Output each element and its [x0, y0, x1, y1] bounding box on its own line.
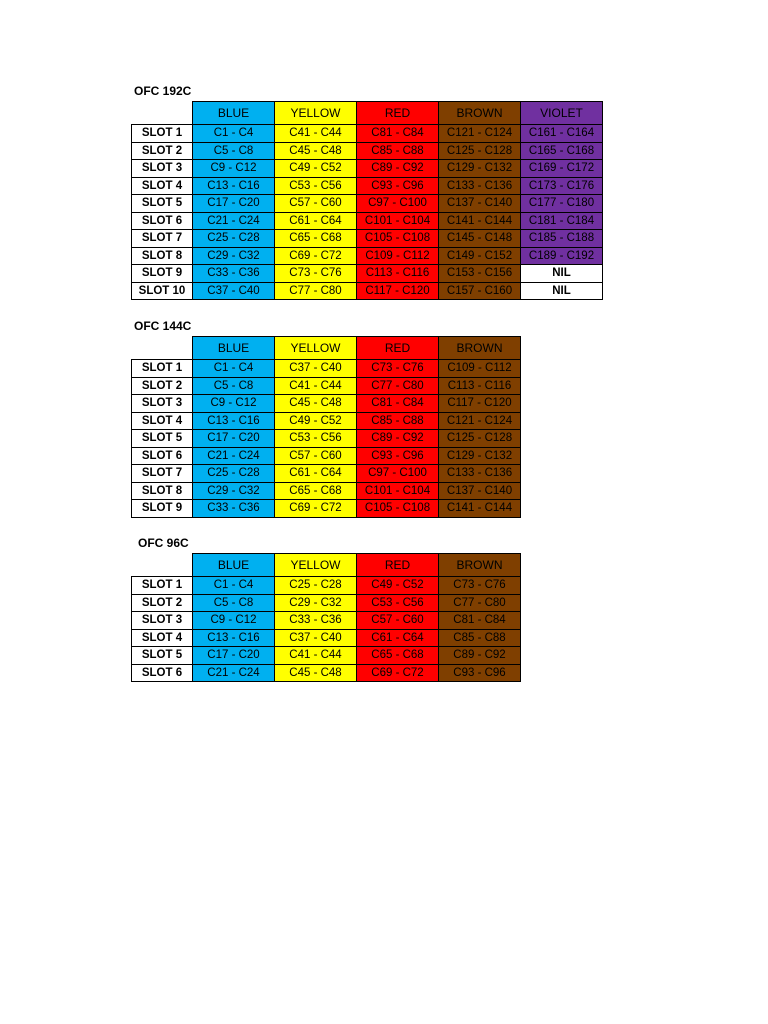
- table-row: [132, 465, 521, 483]
- table-cell: C77 - C80: [439, 594, 521, 612]
- table-cell: C1 - C4: [193, 360, 275, 378]
- table-cell: C49 - C52: [275, 412, 357, 430]
- table-row: [132, 360, 521, 378]
- table-row: [132, 447, 521, 465]
- table-cell: C33 - C36: [193, 265, 275, 283]
- table-cell: C117 - C120: [357, 282, 439, 300]
- table-cell: C165 - C168: [521, 142, 603, 160]
- slot-label: SLOT 3: [132, 612, 193, 630]
- table-cell: C21 - C24: [193, 212, 275, 230]
- table-title: OFC 192C: [134, 84, 192, 98]
- table-cell: C81 - C84: [357, 395, 439, 413]
- table-cell: C73 - C76: [439, 577, 521, 595]
- table-cell: C13 - C16: [193, 629, 275, 647]
- slot-label: SLOT 5: [132, 195, 193, 213]
- table-cell: C33 - C36: [275, 612, 357, 630]
- table-cell: C137 - C140: [439, 195, 521, 213]
- slot-label: SLOT 3: [132, 395, 193, 413]
- table-cell: C13 - C16: [193, 412, 275, 430]
- table-cell: C177 - C180: [521, 195, 603, 213]
- table-cell: C69 - C72: [357, 664, 439, 682]
- slot-label: SLOT 3: [132, 160, 193, 178]
- table-cell: C73 - C76: [275, 265, 357, 283]
- table-cell: C5 - C8: [193, 377, 275, 395]
- slot-label: SLOT 9: [132, 500, 193, 518]
- table-cell: C149 - C152: [439, 247, 521, 265]
- table-cell: C137 - C140: [439, 482, 521, 500]
- table-cell: C41 - C44: [275, 647, 357, 665]
- table-cell: C29 - C32: [275, 594, 357, 612]
- table-cell: C109 - C112: [439, 360, 521, 378]
- header-corner: [132, 337, 193, 360]
- table-cell: C125 - C128: [439, 142, 521, 160]
- table-cell: C157 - C160: [439, 282, 521, 300]
- table-row: [132, 647, 521, 665]
- table-cell: C61 - C64: [357, 629, 439, 647]
- table-cell: C25 - C28: [275, 577, 357, 595]
- column-header-blue: BLUE: [193, 102, 275, 125]
- table-cell: C57 - C60: [357, 612, 439, 630]
- table-cell: C17 - C20: [193, 195, 275, 213]
- table-cell: C117 - C120: [439, 395, 521, 413]
- column-header-yellow: YELLOW: [275, 102, 357, 125]
- table-row: [132, 230, 603, 248]
- table-cell: C65 - C68: [357, 647, 439, 665]
- slot-label: SLOT 1: [132, 577, 193, 595]
- table-row: [132, 482, 521, 500]
- table-cell: C105 - C108: [357, 500, 439, 518]
- column-header-yellow: YELLOW: [275, 554, 357, 577]
- table-cell: C37 - C40: [275, 360, 357, 378]
- table-row: [132, 142, 603, 160]
- table-row: [132, 612, 521, 630]
- slot-label: SLOT 8: [132, 482, 193, 500]
- table-row: [132, 282, 603, 300]
- table-row: [132, 160, 603, 178]
- table-row: [132, 247, 603, 265]
- table-cell: C133 - C136: [439, 177, 521, 195]
- slot-label: SLOT 7: [132, 230, 193, 248]
- slot-label: SLOT 8: [132, 247, 193, 265]
- table-cell: C49 - C52: [357, 577, 439, 595]
- column-header-brown: BROWN: [439, 337, 521, 360]
- table-cell: C57 - C60: [275, 195, 357, 213]
- table-cell: C93 - C96: [439, 664, 521, 682]
- column-header-yellow: YELLOW: [275, 337, 357, 360]
- table-cell: C9 - C12: [193, 160, 275, 178]
- table-cell: C89 - C92: [439, 647, 521, 665]
- table-row: [132, 177, 603, 195]
- table-cell: C5 - C8: [193, 142, 275, 160]
- column-header-brown: BROWN: [439, 554, 521, 577]
- table-cell: C93 - C96: [357, 177, 439, 195]
- table-row: [132, 629, 521, 647]
- table-cell: C129 - C132: [439, 160, 521, 178]
- column-header-blue: BLUE: [193, 337, 275, 360]
- table-cell: C9 - C12: [193, 612, 275, 630]
- table-cell: NIL: [521, 282, 603, 300]
- slot-label: SLOT 9: [132, 265, 193, 283]
- table-cell: C45 - C48: [275, 664, 357, 682]
- table-cell: C61 - C64: [275, 212, 357, 230]
- header-row: [132, 337, 521, 360]
- table-cell: C53 - C56: [275, 430, 357, 448]
- table-cell: C173 - C176: [521, 177, 603, 195]
- table-row: [132, 125, 603, 143]
- table-cell: C185 - C188: [521, 230, 603, 248]
- table-cell: C41 - C44: [275, 125, 357, 143]
- slot-label: SLOT 6: [132, 664, 193, 682]
- table-cell: C45 - C48: [275, 395, 357, 413]
- table-cell: C53 - C56: [357, 594, 439, 612]
- table-title: OFC 96C: [138, 536, 189, 550]
- header-corner: [132, 554, 193, 577]
- table-cell: C109 - C112: [357, 247, 439, 265]
- table-cell: C121 - C124: [439, 412, 521, 430]
- table-row: [132, 500, 521, 518]
- slot-label: SLOT 10: [132, 282, 193, 300]
- table-row: [132, 265, 603, 283]
- table-cell: C181 - C184: [521, 212, 603, 230]
- table-row: [132, 212, 603, 230]
- table-cell: C77 - C80: [275, 282, 357, 300]
- table-cell: C141 - C144: [439, 500, 521, 518]
- table-cell: C53 - C56: [275, 177, 357, 195]
- table-cell: C141 - C144: [439, 212, 521, 230]
- table-row: [132, 395, 521, 413]
- table-cell: C169 - C172: [521, 160, 603, 178]
- table-cell: NIL: [521, 265, 603, 283]
- table-cell: C85 - C88: [357, 412, 439, 430]
- table-cell: C73 - C76: [357, 360, 439, 378]
- column-header-red: RED: [357, 337, 439, 360]
- header-corner: [132, 102, 193, 125]
- table-cell: C113 - C116: [439, 377, 521, 395]
- table-cell: C13 - C16: [193, 177, 275, 195]
- slot-label: SLOT 2: [132, 594, 193, 612]
- table-cell: C125 - C128: [439, 430, 521, 448]
- slot-label: SLOT 1: [132, 360, 193, 378]
- slot-label: SLOT 4: [132, 177, 193, 195]
- slot-label: SLOT 2: [132, 377, 193, 395]
- table-row: [132, 412, 521, 430]
- slot-label: SLOT 4: [132, 412, 193, 430]
- ofc-192c-table: [131, 101, 603, 300]
- table-cell: C121 - C124: [439, 125, 521, 143]
- table-row: [132, 594, 521, 612]
- table-cell: C45 - C48: [275, 142, 357, 160]
- table-cell: C29 - C32: [193, 482, 275, 500]
- table-row: [132, 195, 603, 213]
- table-cell: C25 - C28: [193, 230, 275, 248]
- column-header-blue: BLUE: [193, 554, 275, 577]
- table-cell: C1 - C4: [193, 577, 275, 595]
- table-cell: C41 - C44: [275, 377, 357, 395]
- table-cell: C189 - C192: [521, 247, 603, 265]
- table-cell: C85 - C88: [439, 629, 521, 647]
- table-cell: C17 - C20: [193, 647, 275, 665]
- table-cell: C61 - C64: [275, 465, 357, 483]
- table-cell: C69 - C72: [275, 247, 357, 265]
- table-cell: C33 - C36: [193, 500, 275, 518]
- slot-label: SLOT 5: [132, 647, 193, 665]
- table-cell: C101 - C104: [357, 482, 439, 500]
- table-cell: C57 - C60: [275, 447, 357, 465]
- table-row: [132, 664, 521, 682]
- column-header-brown: BROWN: [439, 102, 521, 125]
- table-cell: C69 - C72: [275, 500, 357, 518]
- table-cell: C21 - C24: [193, 447, 275, 465]
- column-header-red: RED: [357, 102, 439, 125]
- table-row: [132, 430, 521, 448]
- table-cell: C65 - C68: [275, 482, 357, 500]
- table-cell: C17 - C20: [193, 430, 275, 448]
- table-cell: C77 - C80: [357, 377, 439, 395]
- table-cell: C21 - C24: [193, 664, 275, 682]
- table-cell: C161 - C164: [521, 125, 603, 143]
- column-header-red: RED: [357, 554, 439, 577]
- slot-label: SLOT 5: [132, 430, 193, 448]
- slot-label: SLOT 6: [132, 212, 193, 230]
- table-cell: C113 - C116: [357, 265, 439, 283]
- table-cell: C49 - C52: [275, 160, 357, 178]
- table-cell: C1 - C4: [193, 125, 275, 143]
- slot-label: SLOT 4: [132, 629, 193, 647]
- table-cell: C89 - C92: [357, 430, 439, 448]
- table-cell: C153 - C156: [439, 265, 521, 283]
- table-cell: C81 - C84: [357, 125, 439, 143]
- table-cell: C145 - C148: [439, 230, 521, 248]
- header-row: [132, 554, 521, 577]
- ofc-144c-table: [131, 336, 521, 518]
- slot-label: SLOT 1: [132, 125, 193, 143]
- table-cell: C93 - C96: [357, 447, 439, 465]
- table-cell: C101 - C104: [357, 212, 439, 230]
- table-cell: C97 - C100: [357, 465, 439, 483]
- table-cell: C85 - C88: [357, 142, 439, 160]
- table-cell: C129 - C132: [439, 447, 521, 465]
- slot-label: SLOT 7: [132, 465, 193, 483]
- table-cell: C97 - C100: [357, 195, 439, 213]
- table-cell: C5 - C8: [193, 594, 275, 612]
- column-header-violet: VIOLET: [521, 102, 603, 125]
- table-cell: C37 - C40: [193, 282, 275, 300]
- header-row: [132, 102, 603, 125]
- ofc-96c-table: [131, 553, 521, 682]
- table-cell: C9 - C12: [193, 395, 275, 413]
- table-cell: C89 - C92: [357, 160, 439, 178]
- table-cell: C37 - C40: [275, 629, 357, 647]
- table-cell: C29 - C32: [193, 247, 275, 265]
- table-cell: C133 - C136: [439, 465, 521, 483]
- table-title: OFC 144C: [134, 319, 192, 333]
- slot-label: SLOT 6: [132, 447, 193, 465]
- table-row: [132, 577, 521, 595]
- table-cell: C65 - C68: [275, 230, 357, 248]
- table-row: [132, 377, 521, 395]
- table-cell: C105 - C108: [357, 230, 439, 248]
- slot-label: SLOT 2: [132, 142, 193, 160]
- table-cell: C25 - C28: [193, 465, 275, 483]
- table-cell: C81 - C84: [439, 612, 521, 630]
